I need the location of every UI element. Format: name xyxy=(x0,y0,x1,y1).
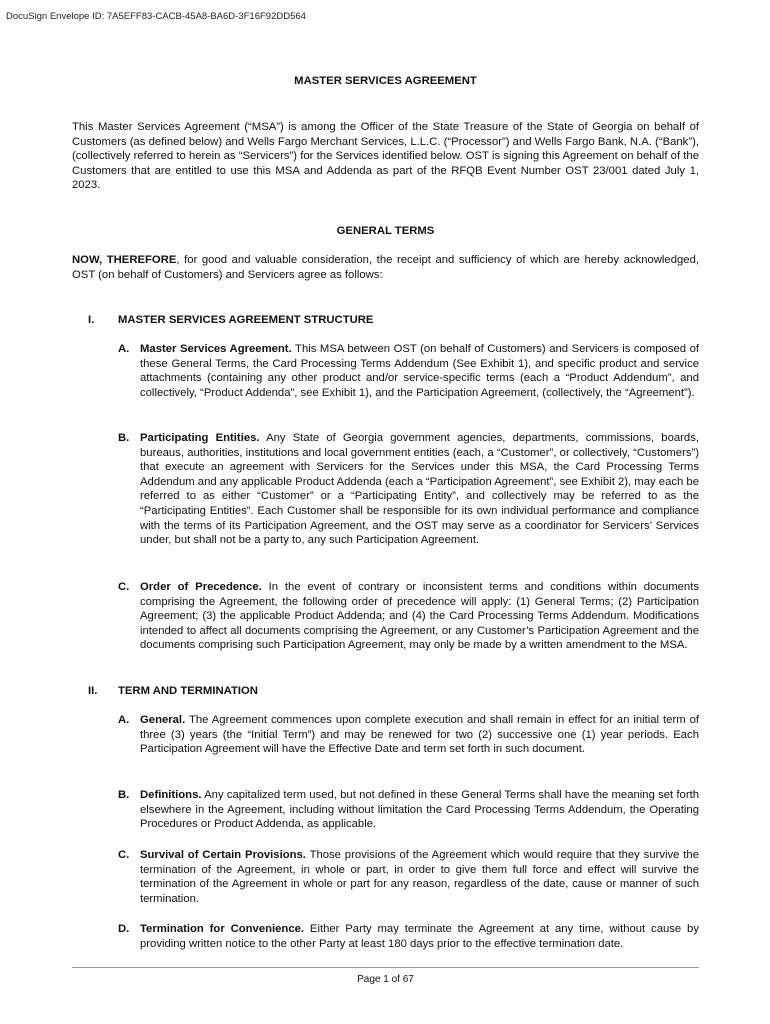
intro-paragraph: This Master Services Agreement (“MSA”) is among the Officer of the State Treasure of the State of Georgia on behalf of Customers (as defined below) and Wells Fargo Merchant Services, L.L.C. (“Processor”) and Wells Fargo Bank, N.A. (“Bank”), (collectively referred to herein as “Servicers”) for the Services identified below. OST is signing this Agreement on behalf of the Customers that are entitled to use this MSA and Addenda as part of the RFQB Event Number OST 23/001 dated July 1, 2023. xyxy=(72,121,699,192)
now-therefore-text: , for good and valuable consideration, the receipt and sufficiency of which are hereby acknowledged, OST (on behalf of Customers) and Servicers agree as follows: xyxy=(72,254,699,281)
item-letter: D. xyxy=(118,923,130,935)
item-lead: Master Services Agreement. xyxy=(140,343,292,355)
section-2-number: II. xyxy=(88,685,98,697)
item-text: The Agreement commences upon complete execution and shall remain in effect for an initial term of three (3) years (the “Initial Term”) and may be renewed for two (2) successive one (1) year periods. Each Participation Agreement will have the Effective Date and term set forth in such document. xyxy=(140,714,699,756)
item-lead: Survival of Certain Provisions. xyxy=(140,849,306,861)
section-2-item-c xyxy=(118,848,699,906)
section-2-heading xyxy=(88,684,258,699)
item-letter: C. xyxy=(118,581,130,593)
item-letter: A. xyxy=(118,714,130,726)
section-1-item-c xyxy=(118,580,699,653)
item-lead: Termination for Convenience. xyxy=(140,923,305,935)
section-1-title: MASTER SERVICES AGREEMENT STRUCTURE xyxy=(118,314,374,326)
section-1-number: I. xyxy=(88,314,95,326)
item-lead: Order of Precedence. xyxy=(140,581,262,593)
item-text: Either Party may terminate the Agreement at any time, without cause by providing written notice to the other Party at least 180 days prior to the effective termination date. xyxy=(140,923,699,950)
section-2-item-d xyxy=(118,922,699,951)
general-terms-heading: GENERAL TERMS xyxy=(336,225,435,237)
item-letter: B. xyxy=(118,789,130,801)
section-2-title: TERM AND TERMINATION xyxy=(118,685,258,697)
item-lead: Participating Entities. xyxy=(140,432,260,444)
item-text: This MSA between OST (on behalf of Customers) and Servicers is composed of these General Terms, the Card Processing Terms Addendum (See Exhibit 1), and specific product and service attachments (containing any other product and/or service-specific terms (each a “Product Addendum”, and collectively, “Product Addenda”, see Exhibit 1), and the Participation Agreement, (collectively, the “Agreement”). xyxy=(140,343,699,399)
now-therefore-lead: NOW, THEREFORE xyxy=(72,254,177,266)
item-lead: Definitions. xyxy=(140,789,202,801)
item-text: Any State of Georgia government agencies, departments, commissions, boards, bureaus, authorities, institutions and local government entities (each, a “Customer”, or collectively, “Customers”) that execute an agreement with Servicers for the Services under this MSA, the Card Processing Terms Addendum and any applicable Product Addenda (each a “Participation Agreement”, see Exhibit 2), may each be referred to as either “Customer” or a “Participating Entity”, and collectively may be referred to as the “Participating Entities”. Each Customer shall be responsible for its own individual performance and compliance with the terms of its Participation Agreement, and the OST may serve as a coordinator for Servicers’ Services under, but shall not be a party to, any such Participation Agreement. xyxy=(140,432,699,547)
section-1-heading xyxy=(88,313,373,328)
section-1-item-b xyxy=(118,431,699,548)
section-1-item-a xyxy=(118,342,699,400)
item-letter: B. xyxy=(118,432,130,444)
footer-divider xyxy=(72,967,699,968)
section-2-item-a xyxy=(118,713,699,757)
item-letter: A. xyxy=(118,343,130,355)
item-text: Those provisions of the Agreement which would require that they survive the termination of the Agreement, in whole or part, in order to give them full force and effect will survive the termination of the Agreement in whole or part for any reason, regardless of the date, cause or manner of such termination. xyxy=(140,849,699,905)
item-text: In the event of contrary or inconsistent terms and conditions within documents comprising the Agreement, the following order of precedence will apply: (1) General Terms; (2) Participation Agreement; (3) the applicable Product Addenda; and (4) the Card Processing Terms Addendum. Modifications intended to affect all documents comprising the Agreement, or any Customer’s Participation Agreement and the documents comprising such Participation Agreement, may only be made by a written amendment to the MSA. xyxy=(140,581,699,652)
item-lead: General. xyxy=(140,714,186,726)
docusign-envelope-id: DocuSign Envelope ID: 7A5EFF83-CACB-45A8-BA6D-3F16F92DD564 xyxy=(6,11,306,22)
item-text: Any capitalized term used, but not defined in these General Terms shall have the meaning set forth elsewhere in the Agreement, including without limitation the Card Processing Terms Addendum, the Operating Procedures or Product Addenda, as applicable. xyxy=(140,789,699,831)
now-therefore-paragraph xyxy=(72,253,699,282)
page-number: Page 1 of 67 xyxy=(357,974,414,985)
item-letter: C. xyxy=(118,849,130,861)
document-title: MASTER SERVICES AGREEMENT xyxy=(294,75,477,87)
section-2-item-b xyxy=(118,788,699,832)
